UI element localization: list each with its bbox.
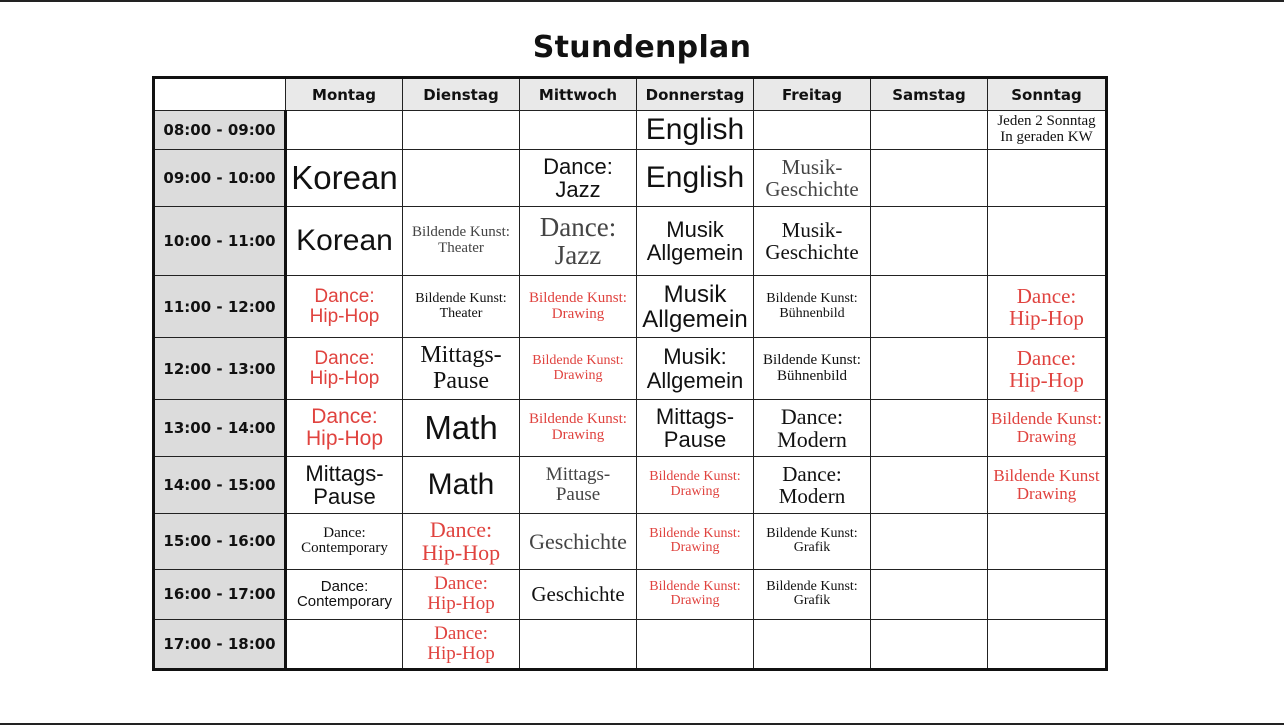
cell-text: Bildende Kunst Drawing	[993, 465, 1100, 503]
time-slot-label: 09:00 - 10:00	[154, 150, 286, 207]
schedule-cell	[286, 513, 403, 570]
cell-text: Dance: Hip-Hop	[427, 573, 495, 615]
schedule-cell	[403, 570, 520, 619]
schedule-cell	[520, 150, 637, 207]
schedule-cell	[520, 111, 637, 150]
cell-text: Mittags- Pause	[655, 403, 735, 452]
schedule-cell	[871, 150, 988, 207]
schedule-cell	[754, 619, 871, 670]
cell-text: Bildende Kunst: Drawing	[649, 578, 741, 609]
time-row	[154, 276, 1107, 338]
schedule-cell	[871, 399, 988, 456]
schedule-cell	[988, 111, 1107, 150]
cell-text: English	[645, 161, 745, 195]
cell-text: Bildende Kunst: Drawing	[991, 409, 1102, 446]
time-slot-label: 16:00 - 17:00	[154, 570, 286, 619]
schedule-cell	[520, 206, 637, 275]
cell-text: Bildende Kunst: Grafik	[766, 525, 858, 556]
day-header: Sonntag	[988, 78, 1107, 111]
time-slot-label: 13:00 - 14:00	[154, 399, 286, 456]
schedule-cell	[754, 338, 871, 400]
time-slot-label: 14:00 - 15:00	[154, 456, 286, 513]
schedule-cell	[754, 399, 871, 456]
cell-text: Dance: Hip-Hop	[421, 517, 501, 566]
cell-text: Musik Allgemein	[646, 217, 744, 266]
schedule-cell	[637, 276, 754, 338]
cell-text: Dance: Contemporary	[296, 577, 393, 611]
schedule-cell	[520, 338, 637, 400]
schedule-cell	[286, 206, 403, 275]
cell-text: Geschichte	[531, 582, 625, 607]
time-row	[154, 206, 1107, 275]
cell-text: Dance: Modern	[778, 461, 846, 508]
cell-text: Bildende Kunst: Bühnenbild	[763, 351, 861, 384]
page-title: Stundenplan	[532, 30, 752, 65]
cell-text: Musik Allgemein	[642, 280, 748, 333]
cell-text: Mittags- Pause	[420, 342, 502, 394]
time-slot-label: 11:00 - 12:00	[154, 276, 286, 338]
schedule-grid	[152, 76, 1105, 671]
cell-text: Musik- Geschichte	[765, 154, 859, 201]
schedule-cell	[286, 570, 403, 619]
cell-text: Dance: Modern	[777, 403, 847, 452]
schedule-cell	[403, 456, 520, 513]
schedule-cell	[988, 338, 1107, 400]
time-row	[154, 570, 1107, 619]
day-header: Donnerstag	[637, 78, 754, 111]
schedule-table	[152, 76, 1108, 671]
time-slot-label: 10:00 - 11:00	[154, 206, 286, 275]
time-row	[154, 513, 1107, 570]
schedule-cell	[520, 619, 637, 670]
day-header: Freitag	[754, 78, 871, 111]
schedule-cell	[871, 456, 988, 513]
cell-text: Dance: Hip-Hop	[1009, 345, 1084, 392]
schedule-cell	[637, 111, 754, 150]
schedule-cell	[520, 513, 637, 570]
cell-text: Bildende Kunst: Bühnenbild	[766, 291, 858, 321]
schedule-cell	[286, 276, 403, 338]
schedule-cell	[286, 111, 403, 150]
schedule-cell	[520, 456, 637, 513]
cell-text: Dance: Hip-Hop	[305, 404, 384, 450]
schedule-cell	[871, 570, 988, 619]
schedule-cell	[403, 111, 520, 150]
schedule-cell	[754, 513, 871, 570]
cell-text: Dance: Hip-Hop	[427, 622, 495, 664]
schedule-cell	[637, 570, 754, 619]
schedule-cell	[871, 276, 988, 338]
cell-text: Mittags- Pause	[545, 463, 611, 505]
cell-text: Bildende Kunst: Drawing	[649, 525, 741, 556]
schedule-cell	[286, 399, 403, 456]
cell-text: Bildende Kunst: Drawing	[532, 352, 624, 383]
schedule-cell	[286, 456, 403, 513]
cell-text: Bildende Kunst: Theater	[415, 291, 507, 321]
schedule-cell	[520, 399, 637, 456]
schedule-cell	[403, 399, 520, 456]
schedule-cell	[637, 619, 754, 670]
time-slot-label: 15:00 - 16:00	[154, 513, 286, 570]
cell-text: English	[645, 113, 745, 147]
schedule-cell	[286, 619, 403, 670]
schedule-cell	[403, 619, 520, 670]
day-header: Mittwoch	[520, 78, 637, 111]
time-row	[154, 111, 1107, 150]
schedule-cell	[988, 570, 1107, 619]
schedule-cell	[988, 456, 1107, 513]
cell-text: Musik- Geschichte	[765, 218, 859, 265]
cell-text: Bildende Kunst: Drawing	[529, 411, 627, 443]
day-header: Montag	[286, 78, 403, 111]
time-row	[154, 338, 1107, 400]
schedule-cell	[637, 206, 754, 275]
cell-text: Bildende Kunst: Grafik	[766, 578, 858, 609]
schedule-cell	[403, 150, 520, 207]
cell-text: Korean	[296, 224, 393, 258]
day-header: Samstag	[871, 78, 988, 111]
schedule-cell	[871, 619, 988, 670]
time-row	[154, 399, 1107, 456]
schedule-cell	[988, 276, 1107, 338]
schedule-cell	[871, 513, 988, 570]
schedule-cell	[403, 206, 520, 275]
schedule-cell	[637, 338, 754, 400]
cell-text: Bildende Kunst: Theater	[412, 224, 510, 257]
cell-text: Dance: Hip-Hop	[309, 347, 380, 389]
schedule-cell	[403, 276, 520, 338]
schedule-cell	[520, 276, 637, 338]
time-slot-label: 17:00 - 18:00	[154, 619, 286, 670]
schedule-cell	[871, 206, 988, 275]
schedule-cell	[988, 150, 1107, 207]
cell-text: Jeden 2 Sonntag In geraden KW	[997, 113, 1096, 146]
time-slot-label: 08:00 - 09:00	[154, 111, 286, 150]
time-row	[154, 456, 1107, 513]
schedule-cell	[988, 206, 1107, 275]
time-slot-label: 12:00 - 13:00	[154, 338, 286, 400]
schedule-body	[154, 111, 1107, 670]
cell-text: Musik: Allgemein	[646, 344, 744, 393]
schedule-cell	[754, 111, 871, 150]
cell-text: Math	[424, 408, 498, 446]
schedule-cell	[520, 570, 637, 619]
header-row	[154, 78, 1107, 111]
cell-text: Bildende Kunst: Drawing	[529, 289, 627, 322]
cell-text: Dance: Jazz	[539, 211, 617, 271]
bottom-border	[0, 723, 1284, 725]
schedule-cell	[637, 399, 754, 456]
cell-text: Dance: Hip-Hop	[309, 285, 380, 327]
cell-text: Korean	[291, 158, 398, 196]
cell-text: Dance: Contemporary	[301, 524, 388, 557]
cell-text: Dance: Jazz	[543, 153, 613, 202]
schedule-cell	[988, 619, 1107, 670]
schedule-cell	[637, 513, 754, 570]
schedule-cell	[988, 513, 1107, 570]
cell-text: Mittags- Pause	[305, 460, 384, 509]
schedule-cell	[871, 338, 988, 400]
schedule-cell	[754, 150, 871, 207]
cell-text: Dance: Hip-Hop	[1009, 283, 1084, 330]
cell-text: Geschichte	[529, 528, 627, 554]
schedule-cell	[988, 399, 1107, 456]
day-header: Dienstag	[403, 78, 520, 111]
schedule-cell	[754, 206, 871, 275]
top-border	[0, 0, 1284, 2]
schedule-cell	[286, 150, 403, 207]
corner-cell	[154, 78, 286, 111]
schedule-cell	[286, 338, 403, 400]
schedule-cell	[403, 338, 520, 400]
cell-text: Bildende Kunst: Drawing	[649, 468, 741, 499]
schedule-cell	[754, 570, 871, 619]
cell-text: Math	[427, 467, 495, 501]
schedule-cell	[754, 276, 871, 338]
schedule-cell	[403, 513, 520, 570]
schedule-cell	[637, 456, 754, 513]
schedule-cell	[871, 111, 988, 150]
schedule-cell	[754, 456, 871, 513]
time-row	[154, 150, 1107, 207]
time-row	[154, 619, 1107, 670]
schedule-cell	[637, 150, 754, 207]
